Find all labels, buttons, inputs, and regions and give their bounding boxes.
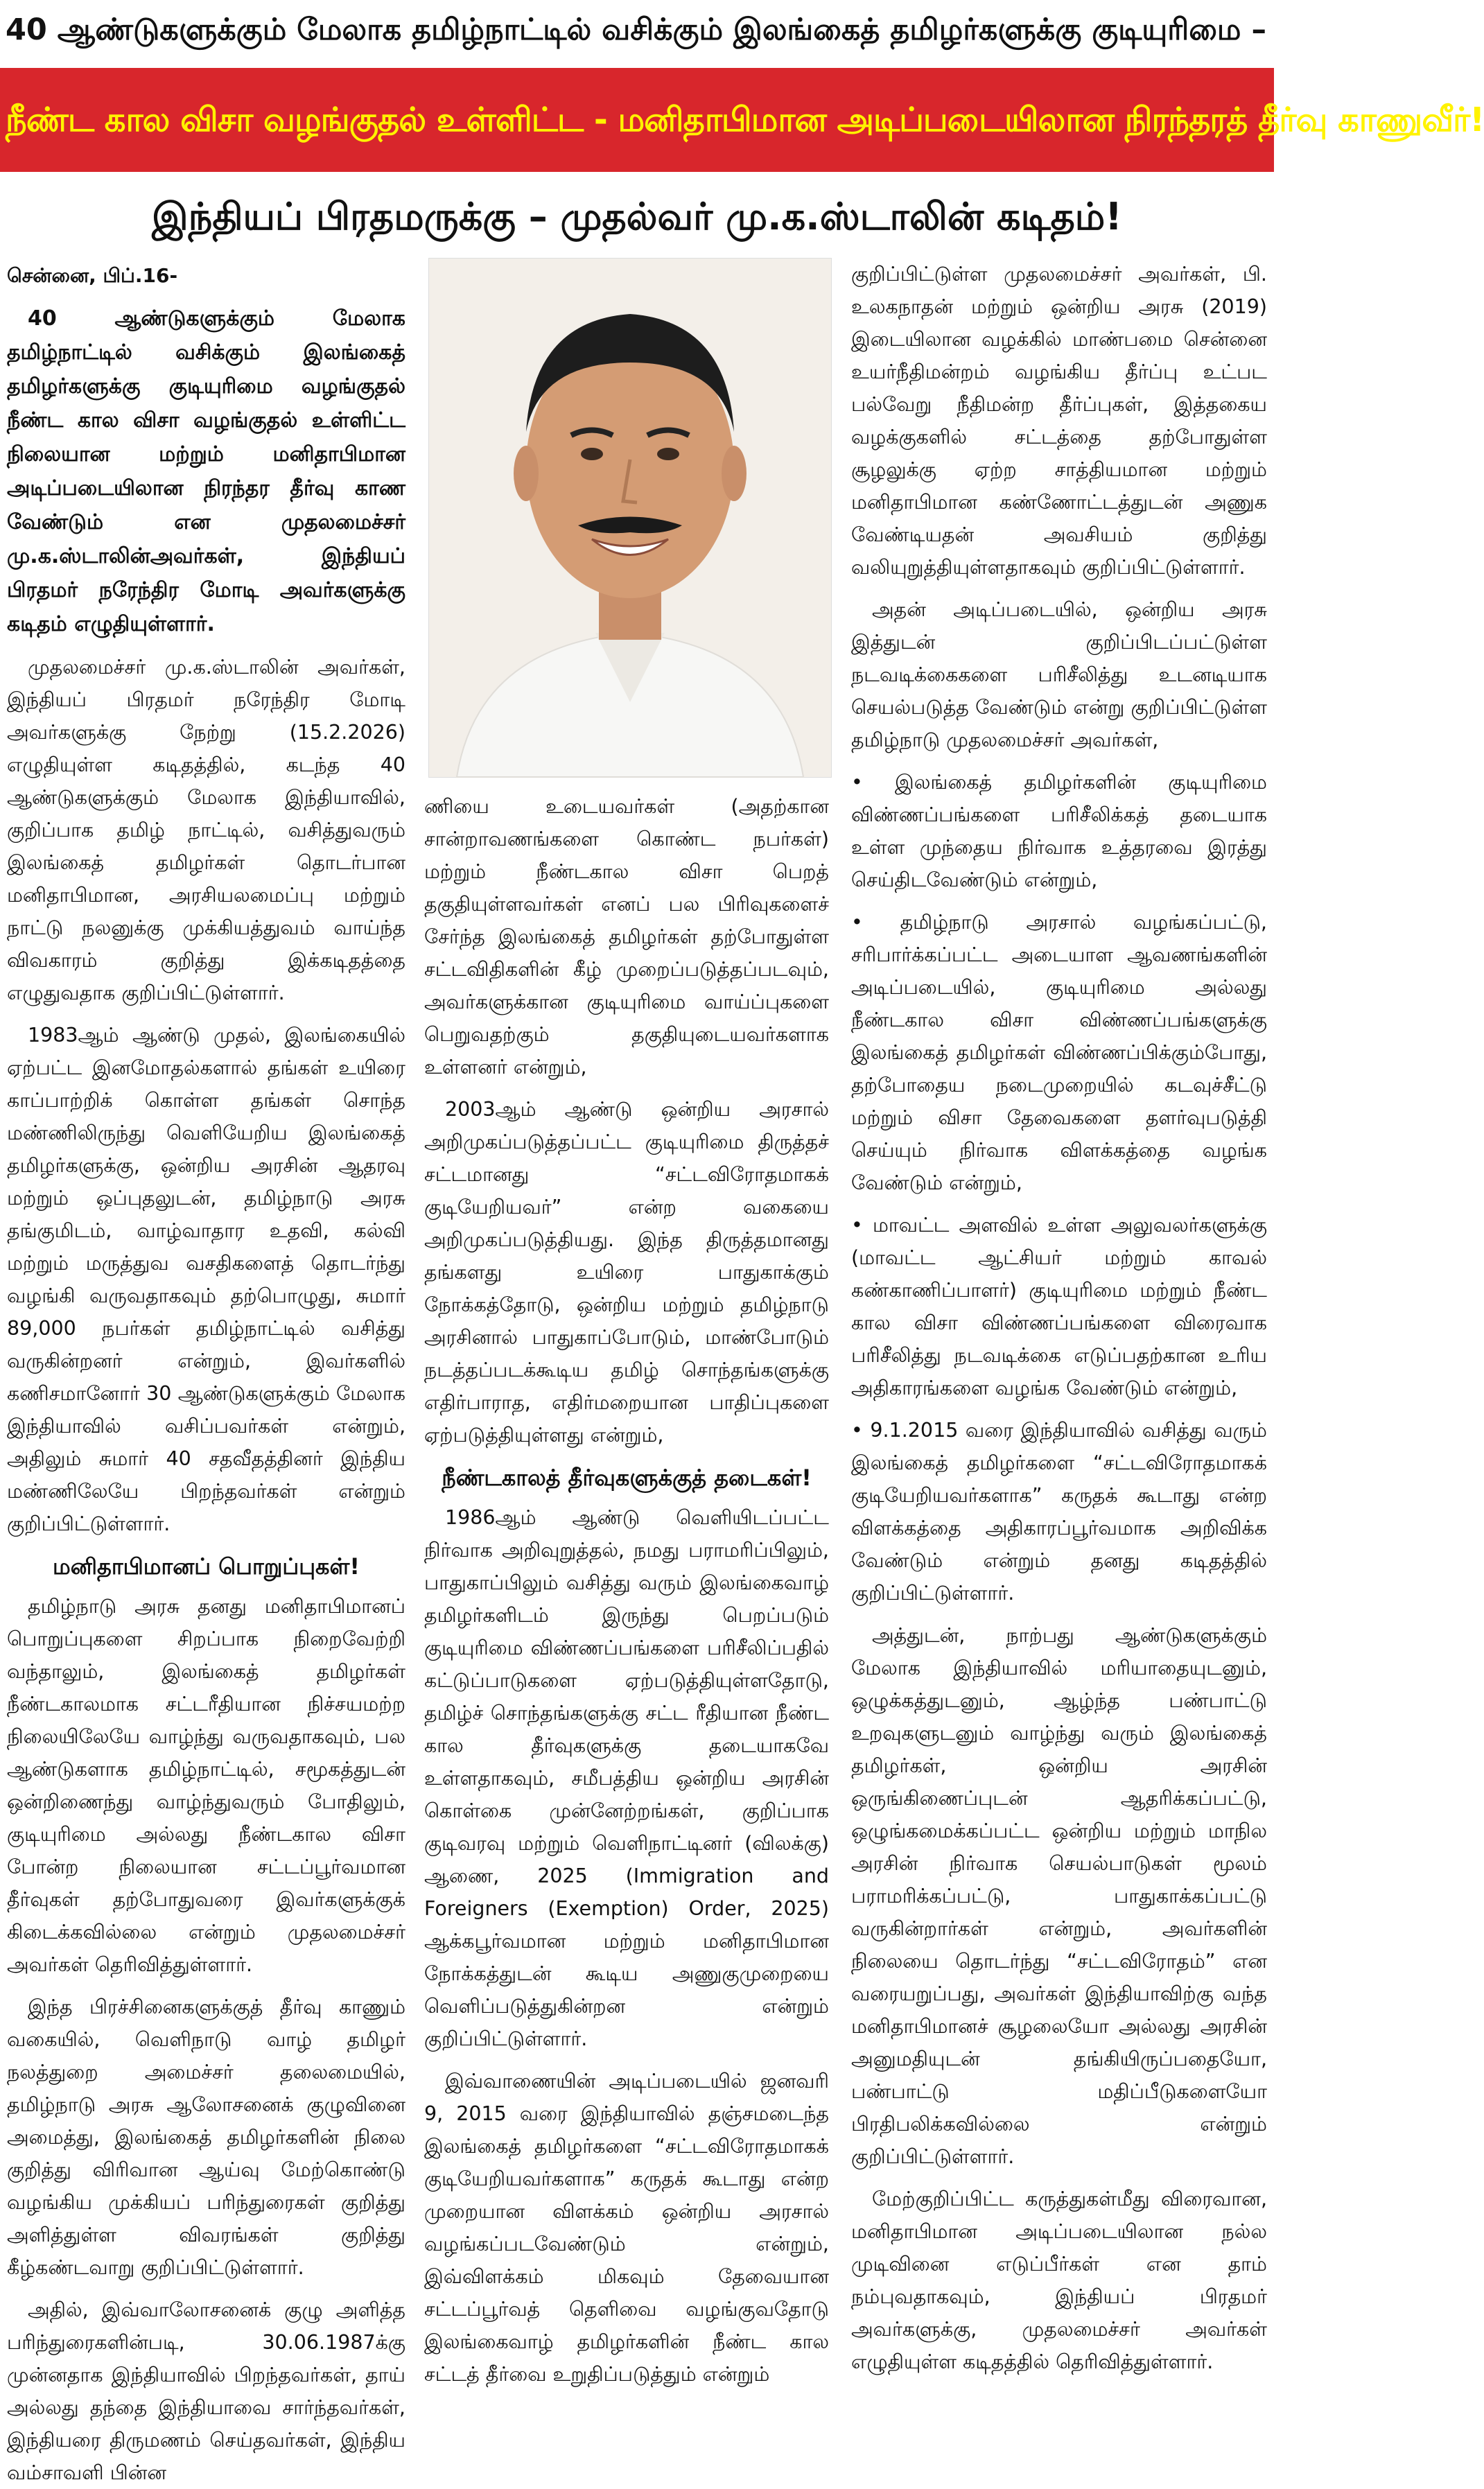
paragraph: அத்துடன், நாற்பது ஆண்டுகளுக்கும் மேலாக இந்தியாவில் மரியாதையுடனும், ஒழுக்கத்துடனும், ஆழ்ந்த பண்பாட்டு உறவுகளுடனும் வாழ்ந்து வரும் இலங்கைத் தமிழர்கள், ஒன்றிய அரசின் ஒருங்கிணைப்புடன் ஆதரிக்கப்பட்டு, ஒழுங்கமைக்கப்பட்ட ஒன்றிய மற்றும் மாநில அரசின் நிர்வாக செயல்பாடுகள் மூலம் பராமரிக்கப்பட்டு, பாதுகாக்கப்பட்டு வருகின்றார்கள் என்றும், அவர்களின் நிலையை தொடர்ந்து “சட்டவிரோதம்” என வரையறுப்பது, அவர்கள் இந்தியாவிற்கு வந்த மனிதாபிமானச் சூழலையோ அல்லது அரசின் அனுமதியுடன் தங்கியிருப்பதையோ, பண்பாட்டு மதிப்பீடுகளையோ பிரதிபலிக்கவில்லை என்றும் குறிப்பிட்டுள்ளார். bbox=[851, 1624, 1267, 2168]
paragraph: 1986ஆம் ஆண்டு வெளியிடப்பட்ட நிர்வாக அறிவுறுத்தல், நமது பராமரிப்பிலும், பாதுகாப்பிலும் வசித்து வரும் இலங்கைவாழ் தமிழர்களிடம் இருந்து பெறப்படும் குடியுரிமை விண்ணப்பங்களை பரிசீலிப்பதில் கட்டுப்பாடுகளை ஏற்படுத்தியுள்ளதோடு, தமிழ்ச் சொந்தங்களுக்கு சட்ட ரீதியான நீண்ட கால தீர்வுகளுக்கு தடையாகவே உள்ளதாகவும், சமீபத்திய ஒன்றிய அரசின் கொள்கை முன்னேற்றங்கள், குறிப்பாக குடிவரவு மற்றும் வெளிநாட்டினர் (விலக்கு) ஆணை, 2025 (Immigration and Foreigners (Exemption) Order, 2025) ஆக்கபூர்வமான மற்றும் மனிதாபிமான நோக்கத்துடன் கூடிய அணுகுமுறையை வெளிப்படுத்துகின்றன என்றும் குறிப்பிட்டுள்ளார். bbox=[424, 1506, 829, 2050]
subheading: மனிதாபிமானப் பொறுப்புகள்! bbox=[53, 1553, 360, 1580]
subheading: நீண்டகாலத் தீர்வுகளுக்குத் தடைகள்! bbox=[442, 1465, 812, 1491]
red-banner-text: நீண்ட கால விசா வழங்குதல் உள்ளிட்ட - மனிதாபிமான அடிப்படையிலான நிரந்தரத் தீர்வு காணுவீர்! bbox=[6, 101, 1484, 139]
paragraph: இந்த பிரச்சினைகளுக்குத் தீர்வு காணும் வகையில், வெளிநாடு வாழ் தமிழர் நலத்துறை அமைச்சர் தலைமையில், தமிழ்நாடு அரசு ஆலோசனைக் குழுவினை அமைத்து, இலங்கைத் தமிழர்களின் நிலை குறித்து விரிவான ஆய்வு மேற்கொண்டு வழங்கிய முக்கியப் பரிந்துரைகள் குறித்து அளித்துள்ள விவரங்கள் குறித்து கீழ்கண்டவாறு குறிப்பிட்டுள்ளார். bbox=[7, 1995, 405, 2279]
lead-paragraph: 40 ஆண்டுகளுக்கும் மேலாக தமிழ்நாட்டில் வசிக்கும் இலங்கைத் தமிழர்களுக்கு குடியுரிமை வழங்குதல் நீண்ட கால விசா வழங்குதல் உள்ளிட்ட நிலையான மற்றும் மனிதாபிமான அடிப்படையிலான நிரந்தர தீர்வு காண வேண்டும் என முதலமைச்சர் மு.க.ஸ்டாலின்அவர்கள், இந்தியப் பிரதமர் நரேந்திர மோடி அவர்களுக்கு கடிதம் எழுதியுள்ளார். bbox=[7, 306, 405, 636]
paragraph: தமிழ்நாடு அரசு தனது மனிதாபிமானப் பொறுப்புகளை சிறப்பாக நிறைவேற்றி வந்தாலும், இலங்கைத் தமிழர்கள் நீண்டகாலமாக சட்டரீதியான நிச்சயமற்ற நிலையிலேயே வாழ்ந்து வருவதாகவும், பல ஆண்டுகளாக தமிழ்நாட்டில், சமூகத்துடன் ஒன்றிணைந்து வாழ்ந்துவரும் போதிலும், குடியுரிமை அல்லது நீண்டகால விசா போன்ற நிலையான சட்டப்பூர்வமான தீர்வுகள் தற்போதுவரை இவர்களுக்குக் கிடைக்கவில்லை என்றும் முதலமைச்சர் அவர்கள் தெரிவித்துள்ளார். bbox=[7, 1595, 405, 1976]
paragraph: ணியை உடையவர்கள் (அதற்கான சான்றாவணங்களை கொண்ட நபர்கள்) மற்றும் நீண்டகால விசா பெறத் தகுதியுள்ளவர்கள் எனப் பல பிரிவுகளைச் சேர்ந்த இலங்கைத் தமிழர்கள் தற்போதுள்ள சட்டவிதிகளின் கீழ் முறைப்படுத்தப்படவும், அவர்களுக்கான குடியுரிமை வாய்ப்புகளை பெறுவதற்கும் தகுதியுடையவர்களாக உள்ளனர் என்றும், bbox=[424, 795, 829, 1078]
column-3 bbox=[851, 258, 1267, 2373]
bullet-item: • 9.1.2015 வரை இந்தியாவில் வசித்து வரும் இலங்கைத் தமிழர்களை “சட்டவிரோதமாகக் குடியேறியவர்களாக” கருதக் கூடாது என்ற விளக்கத்தை அதிகாரப்பூர்வமாக அறிவிக்க வேண்டும் என்றும் தனது கடிதத்தில் குறிப்பிட்டுள்ளார். bbox=[851, 1419, 1267, 1605]
paragraph: இவ்வாணையின் அடிப்படையில் ஜனவரி 9, 2015 வரை இந்தியாவில் தஞ்சமடைந்த இலங்கைத் தமிழர்களை “சட்டவிரோதமாகக் குடியேறியவர்களாக” கருதக் கூடாது என்ற முறையான விளக்கம் ஒன்றிய அரசால் வழங்கப்படவேண்டும் என்றும், இவ்விளக்கம் மிகவும் தேவையான சட்டப்பூர்வத் தெளிவை வழங்குவதோடு இலங்கைவாழ் தமிழர்களின் நீண்ட கால சட்டத் தீர்வை உறுதிப்படுத்தும் என்றும் bbox=[424, 2070, 829, 2386]
dateline: சென்னை, பிப்.16- bbox=[7, 264, 178, 287]
bullet-item: • தமிழ்நாடு அரசால் வழங்கப்பட்டு, சரிபார்க்கப்பட்ட அடையாள ஆவணங்களின் அடிப்படையில், குடியுரிமை அல்லது நீண்டகால விசா விண்ணப்பங்களுக்கு இலங்கைத் தமிழர்கள் விண்ணப்பிக்கும்போது, தற்போதைய நடைமுறையில் கடவுச்சீட்டு மற்றும் விசா தேவைகளை தளர்வுபடுத்தி செய்யும் நிர்வாக விளக்கத்தை வழங்க வேண்டும் என்றும், bbox=[851, 911, 1267, 1194]
paragraph: அதில், இவ்வாலோசனைக் குழு அளித்த பரிந்துரைகளின்படி, 30.06.1987க்கு முன்னதாக இந்தியாவில் பிறந்தவர்கள், தாய் அல்லது தந்தை இந்தியாவை சார்ந்தவர்கள், இந்தியரை திருமணம் செய்தவர்கள், இந்திய வம்சாவளி பின்ன bbox=[7, 2298, 405, 2484]
main-headline: இந்தியப் பிரதமருக்கு – முதல்வர் மு.க.ஸ்டாலின் கடிதம்! bbox=[152, 195, 1122, 238]
red-banner bbox=[0, 68, 1484, 172]
bullet-item: • மாவட்ட அளவில் உள்ள அலுவலர்களுக்கு (மாவட்ட ஆட்சியர் மற்றும் காவல் கண்காணிப்பாளர்) குடியுரிமை மற்றும் நீண்ட கால விசா விண்ணப்பங்களை விரைவாக பரிசீலித்து நடவடிக்கை எடுப்பதற்கான உரிய அதிகாரங்களை வழங்க வேண்டும் என்றும், bbox=[851, 1214, 1267, 1399]
portrait-photo bbox=[428, 258, 832, 778]
paragraph: 2003ஆம் ஆண்டு ஒன்றிய அரசால் அறிமுகப்படுத்தப்பட்ட குடியுரிமை திருத்தச் சட்டமானது “சட்டவிரோதமாகக் குடியேறியவர்” என்ற வகையை அறிமுகப்படுத்தியது. இந்த திருத்தமானது தங்களது உயிரை பாதுகாக்கும் நோக்கத்தோடு, ஒன்றிய மற்றும் தமிழ்நாடு அரசினால் பாதுகாப்போடும், மாண்போடும் நடத்தப்படக்கூடிய தமிழ் சொந்தங்களுக்கு எதிர்பாராத, எதிர்மறையான பாதிப்புகளை ஏற்படுத்தியுள்ளது என்றும், bbox=[424, 1098, 829, 1447]
paragraph: 1983ஆம் ஆண்டு முதல், இலங்கையில் ஏற்பட்ட இனமோதல்களால் தங்கள் உயிரை காப்பாற்றிக் கொள்ள தங்கள் சொந்த மண்ணிலிருந்து வெளியேறிய இலங்கைத் தமிழர்களுக்கு, ஒன்றிய அரசின் ஆதரவு மற்றும் ஒப்புதலுடன், தமிழ்நாடு அரசு தங்குமிடம், வாழ்வாதார உதவி, கல்வி மற்றும் மருத்துவ வசதிகளைத் தொடர்ந்து வழங்கி வருவதாகவும் தற்பொழுது, சுமார் 89,000 நபர்கள் தமிழ்நாட்டில் வசித்து வருகின்றனர் என்றும், இவர்களில் கணிசமானோர் 30 ஆண்டுகளுக்கும் மேலாக இந்தியாவில் வசிப்பவர்கள் என்றும், அதிலும் சுமார் 40 சதவீதத்தினர் இந்திய மண்ணிலேயே பிறந்தவர்கள் என்றும் குறிப்பிட்டுள்ளார். bbox=[7, 1024, 405, 1535]
bullet-item: • இலங்கைத் தமிழர்களின் குடியுரிமை விண்ணப்பங்களை பரிசீலிக்கத் தடையாக உள்ள முந்தைய நிர்வாக உத்தரவை இரத்து செய்திடவேண்டும் என்றும், bbox=[851, 771, 1267, 891]
paragraph: மேற்குறிப்பிட்ட கருத்துகள்மீது விரைவான, மனிதாபிமான அடிப்படையிலான நல்ல முடிவினை எடுப்பீர்கள் என தாம் நம்புவதாகவும், இந்தியப் பிரதமர் அவர்களுக்கு, முதலமைச்சர் அவர்கள் எழுதியுள்ள கடிதத்தில் தெரிவித்துள்ளார். bbox=[851, 2187, 1267, 2373]
top-headline: 40 ஆண்டுகளுக்கும் மேலாக தமிழ்நாட்டில் வசிக்கும் இலங்கைத் தமிழர்களுக்கு குடியுரிமை – bbox=[6, 12, 1266, 47]
paragraph: அதன் அடிப்படையில், ஒன்றிய அரசு இத்துடன் குறிப்பிடப்பட்டுள்ள நடவடிக்கைகளை பரிசீலித்து உடனடியாக செயல்படுத்த வேண்டும் என்று குறிப்பிட்டுள்ள தமிழ்நாடு முதலமைச்சர் அவர்கள், bbox=[851, 598, 1267, 751]
portrait-illustration bbox=[429, 259, 831, 777]
column-1 bbox=[7, 259, 405, 2484]
paragraph: முதலமைச்சர் மு.க.ஸ்டாலின் அவர்கள், இந்தியப் பிரதமர் நரேந்திர மோடி அவர்களுக்கு நேற்று (15.2.2026) எழுதியுள்ள கடிதத்தில், கடந்த 40 ஆண்டுகளுக்கும் மேலாக இந்தியாவில், குறிப்பாக தமிழ் நாட்டில், வசித்துவரும் இலங்கைத் தமிழர்கள் தொடர்பான மனிதாபிமான, அரசியலமைப்பு மற்றும் நாட்டு நலனுக்கு முக்கியத்துவம் வாய்ந்த விவகாரம் குறித்து இக்கடிதத்தை எழுதுவதாக குறிப்பிட்டுள்ளார். bbox=[7, 656, 405, 1004]
paragraph: குறிப்பிட்டுள்ள முதலமைச்சர் அவர்கள், பி. உலகநாதன் மற்றும் ஒன்றிய அரசு (2019) இடையிலான வழக்கில் மாண்பமை சென்னை உயர்நீதிமன்றம் வழங்கிய தீர்ப்பு உட்பட பல்வேறு நீதிமன்ற தீர்ப்புகள், இத்தகைய வழக்குகளில் சட்டத்தை தற்போதுள்ள சூழலுக்கு ஏற்ற சாத்தியமான மற்றும் மனிதாபிமான கண்ணோட்டத்துடன் அணுக வேண்டியதன் அவசியம் குறித்து வலியுறுத்தியுள்ளதாகவும் குறிப்பிட்டுள்ளார். bbox=[851, 263, 1267, 579]
column-2 bbox=[424, 790, 829, 2386]
